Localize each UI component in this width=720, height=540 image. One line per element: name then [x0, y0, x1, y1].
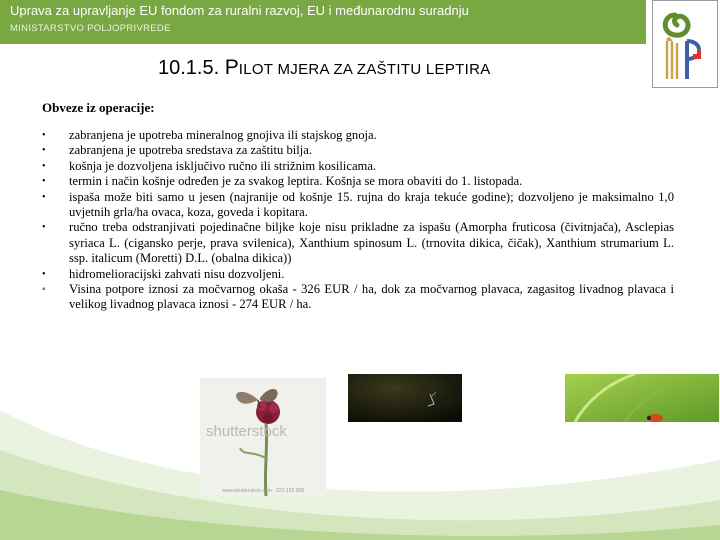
- bullet-icon: •: [42, 176, 46, 188]
- obligations-list: [40, 128, 674, 313]
- list-item: [40, 282, 674, 313]
- list-item: [40, 220, 674, 266]
- list-item-text: zabranjena je upotreba sredstava za zaštitu bilja.: [69, 143, 313, 158]
- grass-photo: [565, 374, 719, 422]
- watermark-text: shutterstock: [206, 423, 287, 440]
- slide-title-rest: ILOT MJERA ZA ZAŠTITU LEPTIRA: [238, 61, 491, 78]
- bullet-icon: •: [42, 160, 46, 172]
- list-item-text: hidromelioracijski zahvati nisu dozvoljeni.: [69, 266, 285, 281]
- list-item: [40, 190, 674, 221]
- header-bar: [0, 0, 646, 44]
- list-item-text: zabranjena je upotreba mineralnog gnojiva ili stajskog gnoja.: [69, 128, 377, 142]
- bullet-icon: •: [42, 268, 46, 280]
- dark-butterfly-photo: [348, 374, 462, 422]
- slide-title-prefix: 10.1.5.: [158, 57, 225, 79]
- list-item: [40, 159, 674, 174]
- bullet-icon: •: [42, 145, 46, 157]
- bullet-icon: •: [42, 191, 46, 203]
- list-item-text: termin i način košnje određen je za svakog leptira. Košnja se mora obaviti do 1. listopada.: [69, 174, 523, 189]
- ministry-logo-icon: [653, 1, 717, 87]
- ministry-logo: [652, 0, 718, 88]
- list-item-text: Visina potpore iznosi za močvarnog okaša - 326 EUR / ha, dok za močvarnog plavaca, zagasitog livadnog plavaca i velikog livadnog plavaca iznosi - 274 EUR / ha.: [69, 282, 674, 312]
- slide-title-initial: P: [224, 56, 239, 79]
- slide-title: [158, 56, 491, 80]
- section-heading: Obveze iz operacije:: [42, 100, 155, 115]
- stock-caption: www.shutterstock.com · 321.162.308: [222, 488, 304, 494]
- bullet-icon: •: [42, 130, 46, 141]
- list-item: [40, 128, 674, 143]
- list-item: [40, 174, 674, 189]
- header-subtitle: MINISTARSTVO POLJOPRIVREDE: [10, 23, 171, 34]
- list-item-text: ispaša može biti samo u jesen (najranije od košnje 15. rujna do kraja tekuće godine); dozvoljeno je maksimalno 1,0 uvjetnih grla/ha ovaca, koza, goveda i kopitara.: [69, 189, 674, 220]
- list-item-text: košnja je dozvoljena isključivo ručno ili strižnim kosilicama.: [69, 158, 377, 173]
- list-item-text: ručno treba odstranjivati pojedinačne biljke koje nisu prikladne za ispašu (Amorpha fruticosa (čivitnjača), Asclepias syriaca L. (cigansko perje, prava svilenica), Xanthium spinosum L. (trnovita dikica, čičak), Xanthium strumarium L. ssp. italicum (Moretti) D.L. (obalna dikica)): [69, 220, 674, 266]
- bullet-icon: ▪: [42, 284, 46, 296]
- list-item: [40, 143, 674, 158]
- butterfly-photo: [200, 378, 326, 496]
- list-item: [40, 267, 674, 282]
- bullet-icon: •: [42, 222, 46, 234]
- header-title: Uprava za upravljanje EU fondom za ruralni razvoj, EU i međunarodnu suradnju: [10, 3, 469, 18]
